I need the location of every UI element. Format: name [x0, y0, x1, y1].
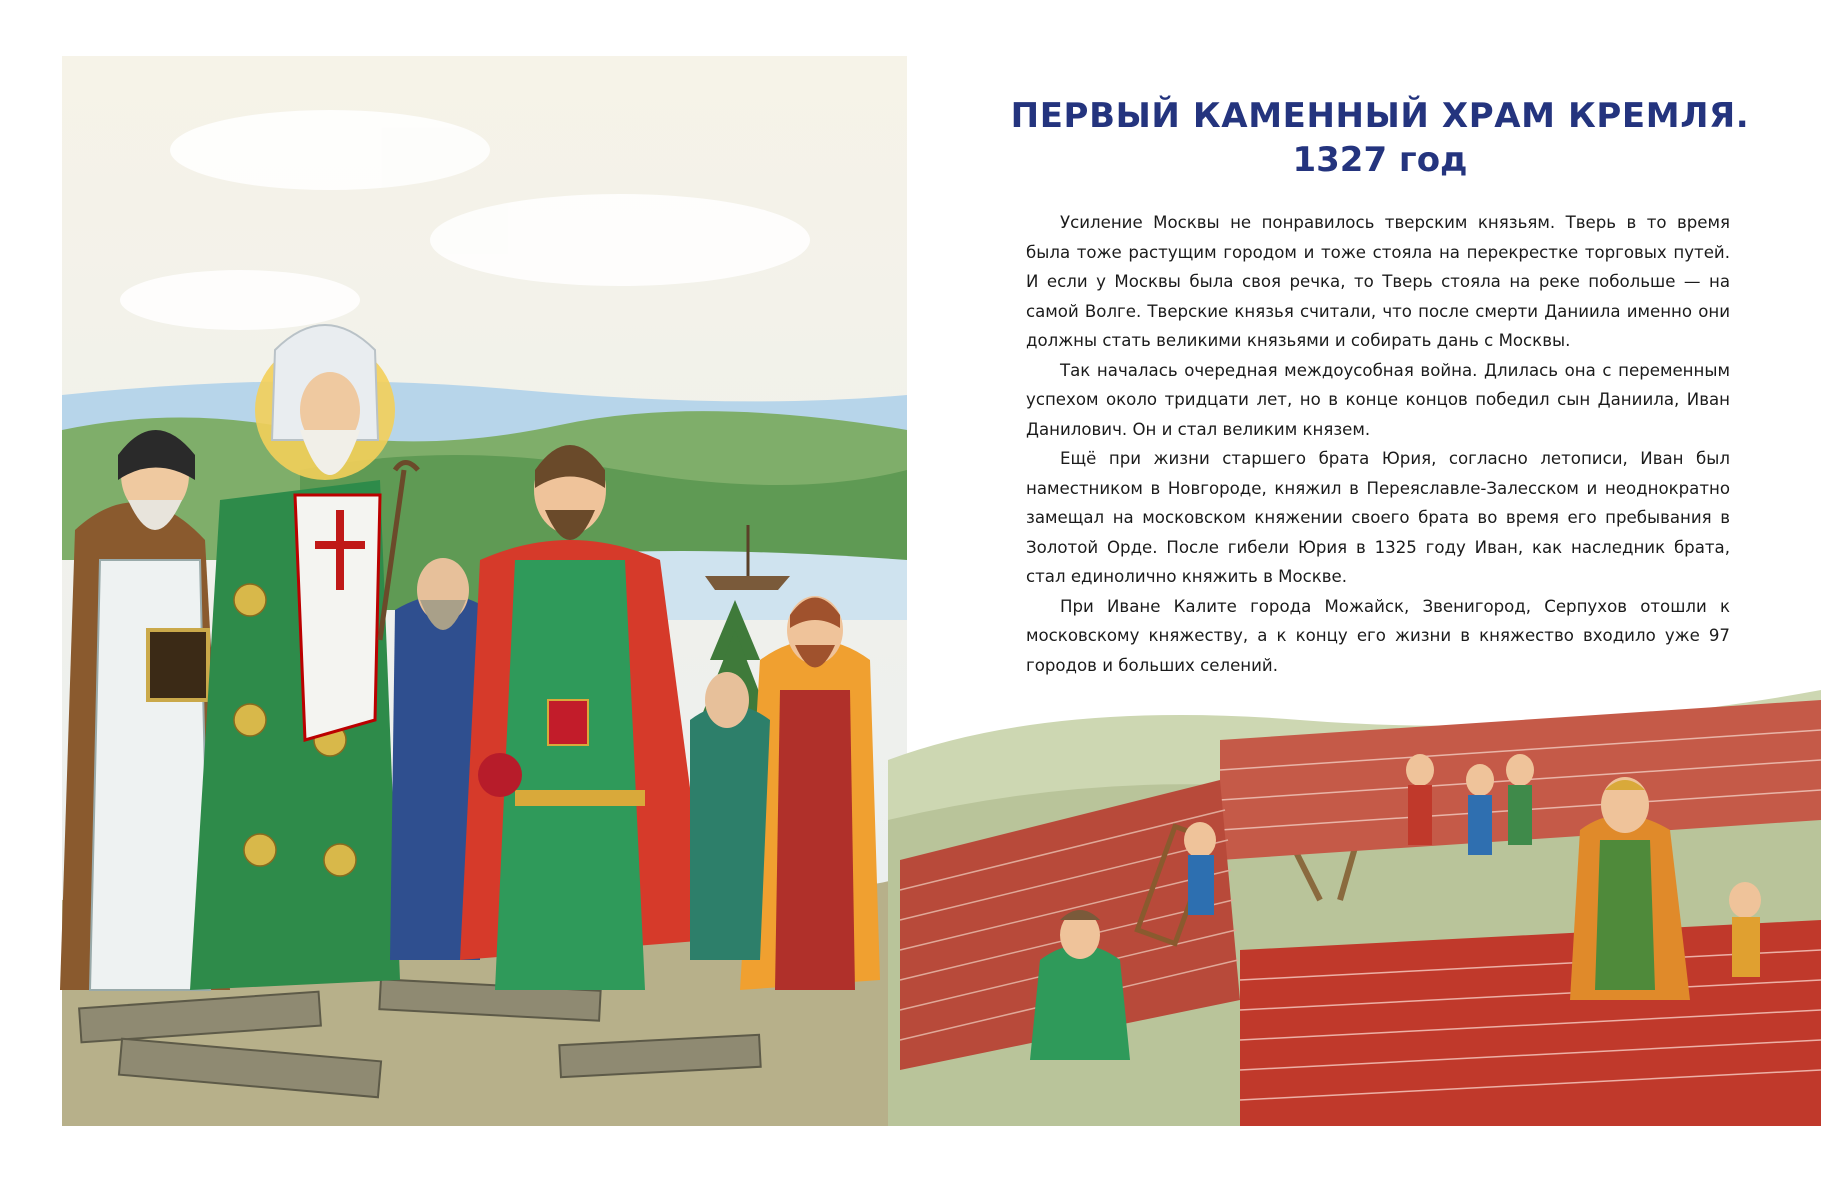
scene-construction: [888, 690, 1821, 1126]
paragraph: При Иване Калите города Можайск, Звенигород, Серпухов отошли к московскому княжеству, а к концу его жизни в княжество входило уже 97 городов и больших селений.: [1026, 596, 1730, 675]
page-subtitle-year: 1327 год: [1292, 140, 1468, 180]
page-title: ПЕРВЫЙ КАМЕННЫЙ ХРАМ КРЕМЛЯ.: [1010, 96, 1750, 136]
paragraph: Усиление Москвы не понравилось тверским князьям. Тверь в то время была тоже растущим городом и тоже стояла на перекрестке торговых путей. И если у Москвы была своя речка, то Тверь стояла на реке побольше — на самой Волге. Тверские князья считали, что после смерти Даниила именно они должны стать великими князьями и собирать дань с Москвы.: [1026, 213, 1730, 350]
article-body: [1026, 208, 1730, 680]
scene-princes: [60, 56, 907, 1126]
figure-man-background: [690, 672, 770, 960]
paragraph: Ещё при жизни старшего брата Юрия, согласно летописи, Иван был наместником в Новгороде, княжил в Переяславле-Залесском и неоднократно замещал на московском княжении своего брата во время его пребывания в Золотой Орде. После гибели Юрия в 1325 году Иван, как наследник брата, стал единолично княжить в Москве.: [1026, 449, 1730, 586]
paragraph: Так началась очередная междоусобная война. Длилась она с переменным успехом около тридцати лет, но в конце концов победил сын Даниила, Иван Данилович. Он и стал великим князем.: [1026, 360, 1730, 439]
